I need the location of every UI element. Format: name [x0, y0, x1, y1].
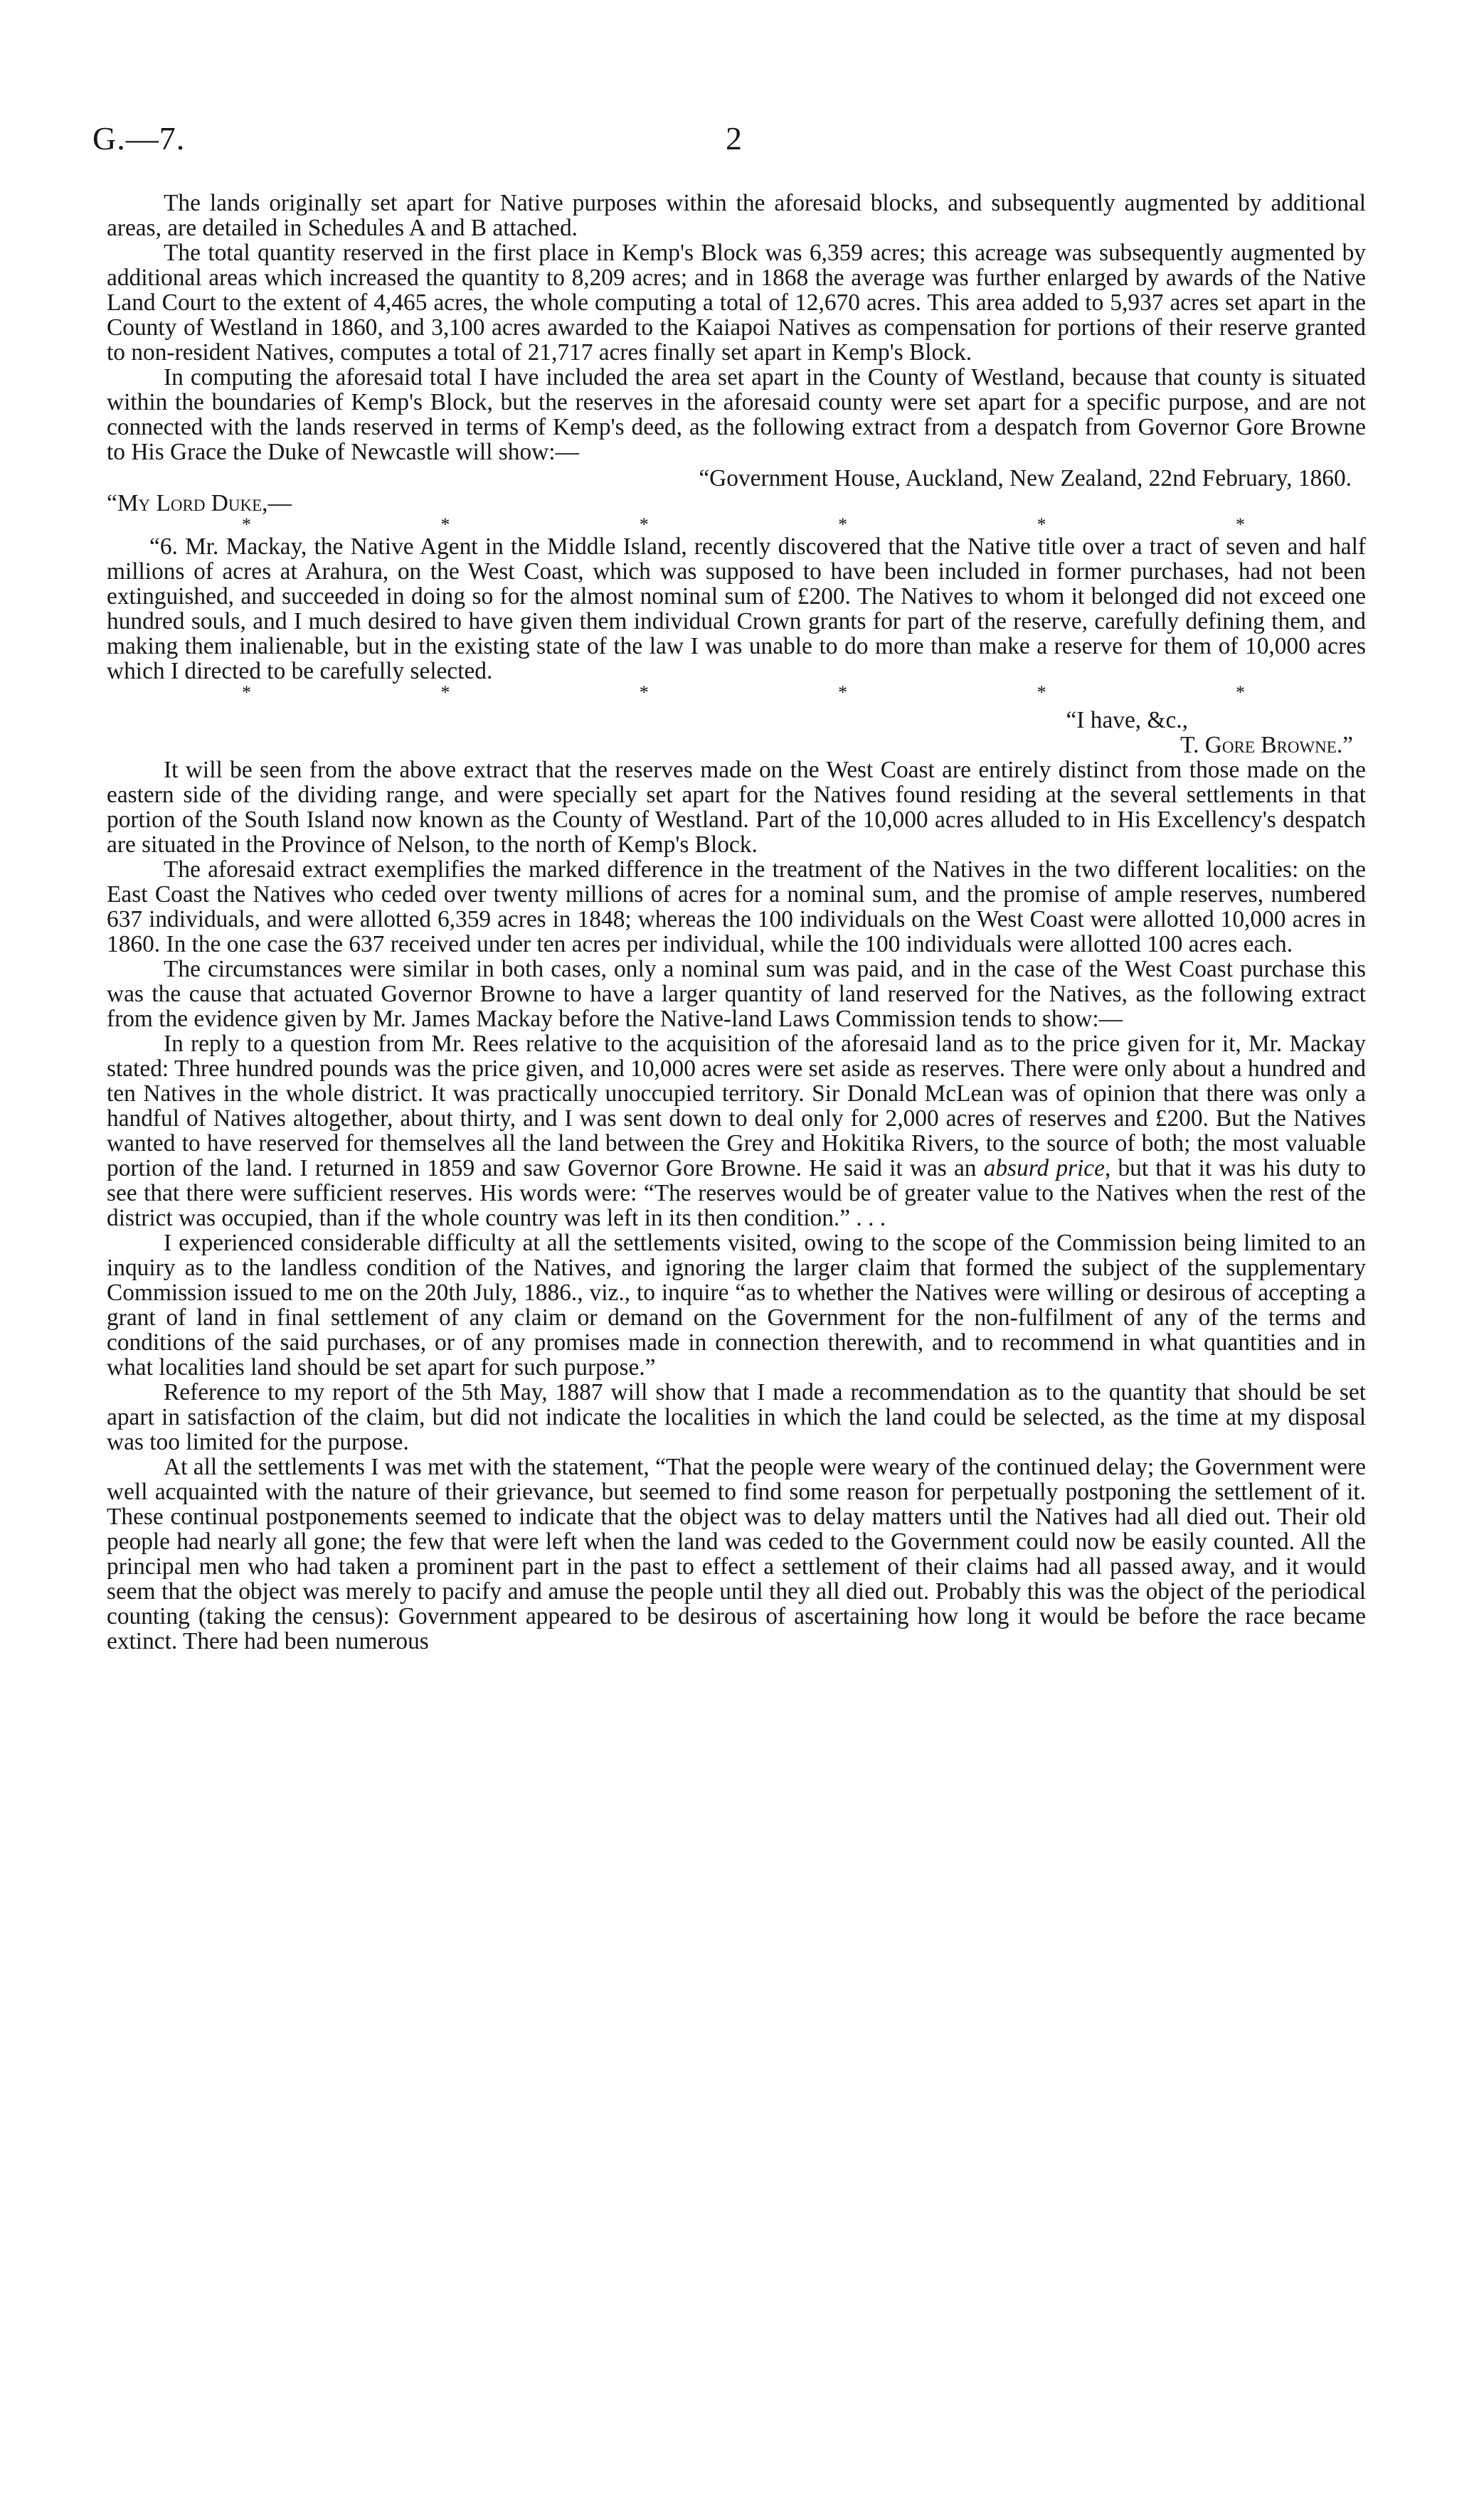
star-separator: *: [1235, 514, 1245, 535]
letter-heading: “Government House, Auckland, New Zealand, 22nd February, 1860.: [699, 465, 1352, 491]
star-separator: *: [1037, 682, 1046, 703]
ellipsis-stars-top: [107, 516, 1366, 534]
star-separator: *: [440, 514, 450, 535]
paragraph-treatment-difference: The aforesaid extract exemplifies the marked difference in the treatment of the Natives in the two different localities: on the East Coast the Natives who ceded over twenty millions of acres for a nominal sum, and the promise of ample reserves, numbered 637 individuals, and were allotted 6,359 acres in 1848; whereas the 100 individuals on the West Coast were allotted 10,000 acres in 1860. In the one case the 637 received under ten acres per individual, while the 100 individuals were allotted 100 acres each.: [107, 856, 1366, 957]
star-separator: *: [838, 514, 848, 535]
ellipsis-stars-bottom: [107, 684, 1366, 702]
star-separator: *: [440, 682, 450, 703]
letter-signature: T. Gore Browne.”: [1180, 732, 1353, 758]
paragraph-westland-county: In computing the aforesaid total I have included the area set apart in the County of Westland, because that county is situated within the boundaries of Kemp's Block, but the reserves in the aforesaid county were set apart for a specific purpose, and are not connected with the lands reserved in terms of Kemp's deed, as the following extract from a despatch from Governor Gore Browne to His Grace the Duke of Newcastle will show:—: [107, 364, 1366, 465]
paragraph-settlements-statement: At all the settlements I was met with the statement, “That the people were weary of the continued delay; the Government were well acquainted with the nature of their grievance, but seemed to find some reason for perpetually postponing the settlement of it. These continual postponements seemed to indicate that the object was to delay matters until the Natives had all died out. Their old people had nearly all gone; the few that were left when the land was ceded to the Government could now be easily counted. All the principal men who had taken a prominent part in the past to effect a settlement of their claims had all passed away, and it would seem that the object was merely to pacify and amuse the people until they all died out. Probably this was the object of the periodical counting (taking the census): Government appeared to be desirous of ascertaining how long it would be before the race became extinct. There had been numerous: [107, 1454, 1366, 1654]
evidence-text-start: In reply to a question from Mr. Rees relative to the acquisition of the aforesaid land as to the price given for it, Mr. Mackay stated: Three hundred pounds was the price given, and 10,000 acres were set aside as reserves. There were only about a hundred and ten Natives in the whole district. It was practically unoccupied territory. Sir Donald McLean was of opinion that there was only a handful of Natives altogether, about thirty, and I was sent down to deal only for 2,000 acres of reserves and £200. But the Natives wanted to have reserved for themselves all the land between the Grey and Hokitika Rivers, to the source of both; the most valuable portion of the land. I returned in 1859 and saw Governor Gore Browne. He said it was an: [107, 1031, 1366, 1181]
letter-salutation: “My Lord Duke,—: [107, 490, 292, 516]
despatch-extract: “6. Mr. Mackay, the Native Agent in the Middle Island, recently discovered that the Native title over a tract of seven and half millions of acres at Arahura, on the West Coast, which was supposed to have been included in former purchases, had not been extinguished, and succeeded in doing so for the almost nominal sum of £200. The Natives to whom it belonged did not exceed one hundred souls, and I much desired to have given them individual Crown grants for part of the reserve, carefully defining them, and making them inalienable, but in the existing state of the law I was unable to do more than make a reserve for them of 10,000 acres which I directed to be carefully selected.: [107, 533, 1366, 684]
document-body: [107, 191, 1366, 1654]
evidence-text-end: , but that it was his duty to see that there were sufficient reserves. His words were: “The reserves would be of greater value to the Natives when the rest of the district was occupied, than if the whole country was left in its then condition.” . . .: [107, 1155, 1366, 1231]
star-separator: *: [1235, 682, 1245, 703]
paragraph-west-coast-reserves: It will be seen from the above extract that the reserves made on the West Coast are entirely distinct from those made on the eastern side of the dividing range, and were specially set apart for the Natives found residing at the several settlements in that portion of the South Island now known as the County of Westland. Part of the 10,000 acres alluded to in His Excellency's despatch are situated in the Province of Nelson, to the north of Kemp's Block.: [107, 757, 1366, 858]
star-separator: *: [639, 514, 649, 535]
star-separator: *: [1037, 514, 1046, 535]
paragraph-report-reference: Reference to my report of the 5th May, 1887 will show that I made a recommendation as to the quantity that should be set apart in satisfaction of the claim, but did not indicate the localities in which the land could be selected, as the time at my disposal was too limited for the purpose.: [107, 1379, 1366, 1455]
star-separator: *: [242, 682, 251, 703]
paragraph-commission-difficulty: I experienced considerable difficulty at all the settlements visited, owing to the scope of the Commission being limited to an inquiry as to the landless condition of the Natives, and ignoring the larger claim that formed the subject of the supplementary Commission issued to me on the 20th July, 1886., viz., to inquire “as to whether the Natives were willing or desirous of accepting a grant of land in final settlement of any claim or demand on the Government for the non-fulfilment of any of the terms and conditions of the said purchases, or of any promises made in connection therewith, and to recommend in what quantities and in what localities land should be set apart for such purpose.”: [107, 1230, 1366, 1381]
star-separator: *: [639, 682, 649, 703]
star-separator: *: [838, 682, 848, 703]
paragraph-circumstances: The circumstances were similar in both cases, only a nominal sum was paid, and in the case of the West Coast purchase this was the cause that actuated Governor Browne to have a larger quantity of land reserved for the Natives, as the following extract from the evidence given by Mr. James Mackay before the Native-land Laws Commission tends to show:—: [107, 956, 1366, 1032]
paragraph-total-reserved: The total quantity reserved in the first place in Kemp's Block was 6,359 acres; this acreage was subsequently augmented by additional areas which increased the quantity to 8,209 acres; and in 1868 the average was further enlarged by awards of the Native Land Court to the extent of 4,465 acres, the whole computing a total of 12,670 acres. This area added to 5,937 acres set apart in the County of Westland in 1860, and 3,100 acres awarded to the Kaiapoi Natives as compensation for portions of their reserve granted to non-resident Natives, computes a total of 21,717 acres finally set apart in Kemp's Block.: [107, 240, 1366, 366]
paragraph-mackay-evidence: [107, 1031, 1366, 1230]
paragraph-schedules: The lands originally set apart for Native purposes within the aforesaid blocks, and subsequently augmented by additional areas, are detailed in Schedules A and B attached.: [107, 190, 1366, 241]
document-reference: G.—7.: [92, 120, 186, 156]
star-separator: *: [242, 514, 251, 535]
letter-closing: “I have, &c.,: [1066, 707, 1188, 733]
evidence-italic-phrase: absurd price: [983, 1155, 1105, 1181]
page-number: 2: [726, 120, 742, 156]
